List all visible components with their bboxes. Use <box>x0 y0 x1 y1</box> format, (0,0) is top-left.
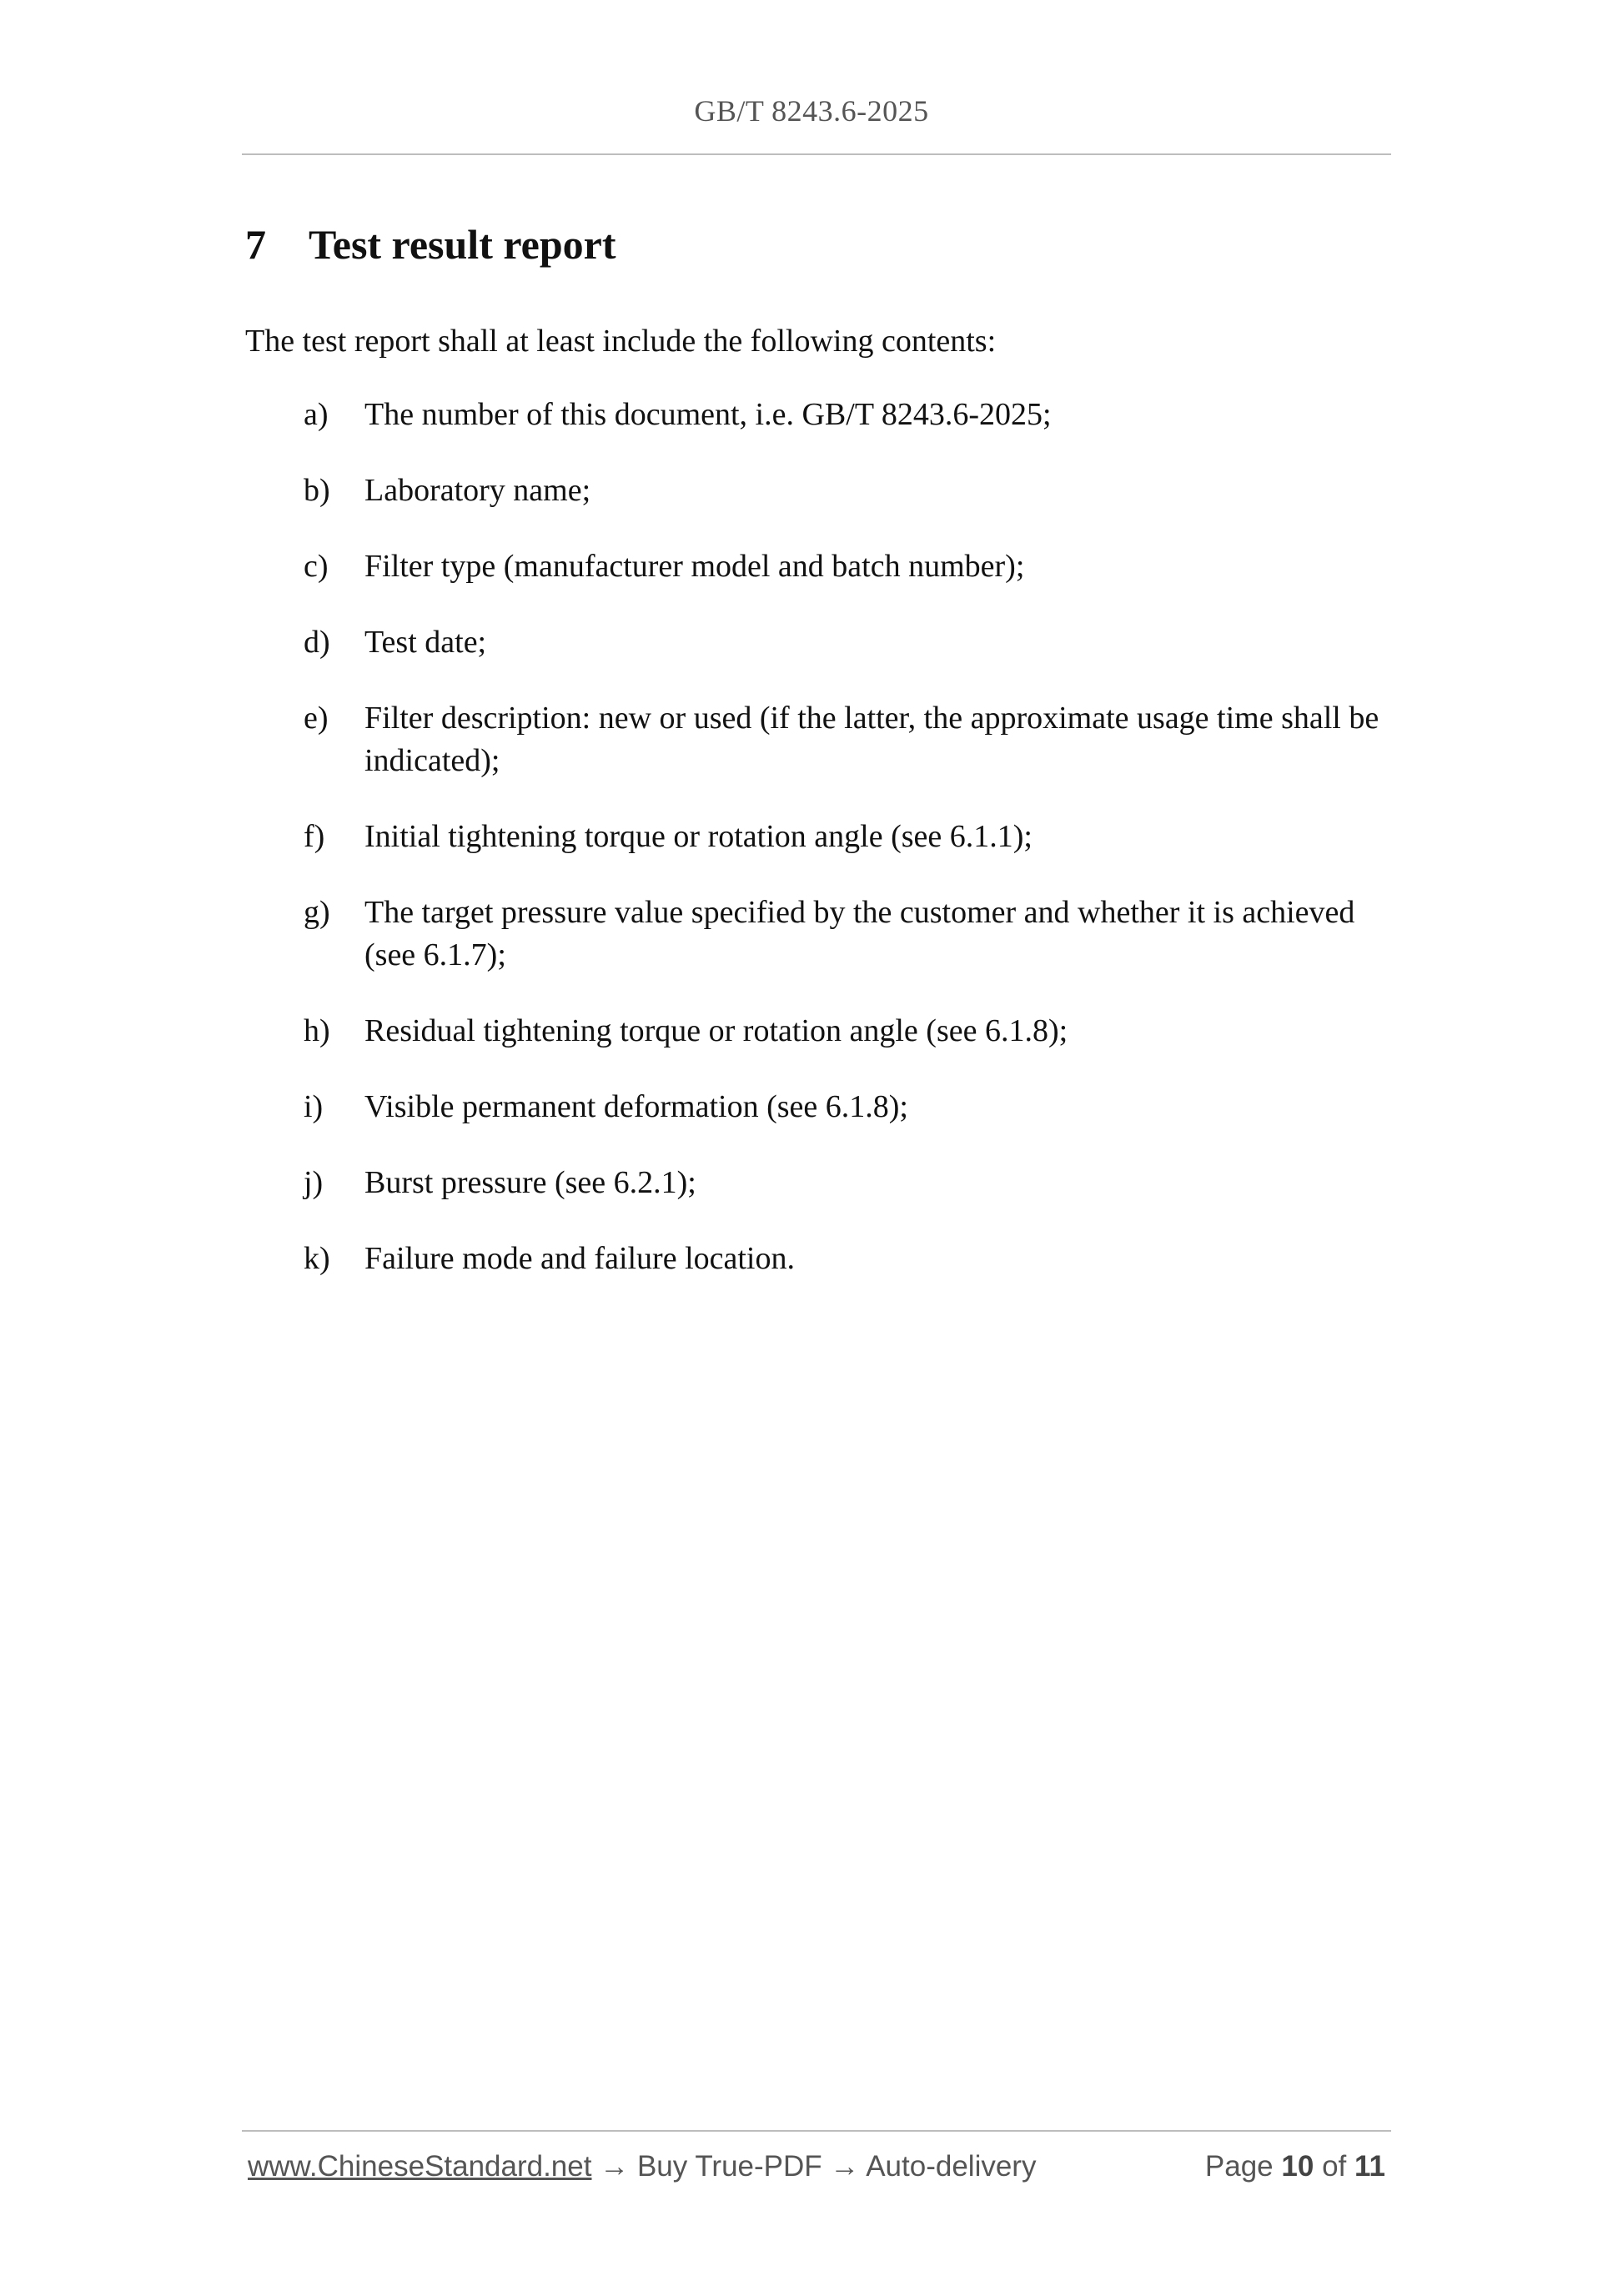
auto-delivery-text: Auto-delivery <box>866 2150 1037 2183</box>
list-item-text: The target pressure value specified by the customer and whether it is achieved (see 6.1.7); <box>364 895 1355 972</box>
list-item-text: Laboratory name; <box>364 473 591 508</box>
site-link[interactable]: www.ChineseStandard.net <box>248 2150 592 2183</box>
list-item-label: d) <box>304 625 330 660</box>
list-item-label: h) <box>304 1013 330 1048</box>
list-item <box>304 816 1396 858</box>
list-item-label: f) <box>304 819 325 854</box>
list-item <box>304 394 1396 436</box>
page-footer <box>248 2150 1385 2183</box>
list-item-text: Filter type (manufacturer model and batch number); <box>364 549 1025 584</box>
list-item-label: i) <box>304 1089 324 1124</box>
list-item <box>304 1086 1396 1128</box>
footer-divider <box>242 2130 1391 2132</box>
page-word: Page <box>1204 2150 1274 2183</box>
report-contents-list <box>304 394 1396 1314</box>
page-indicator <box>1205 2150 1385 2183</box>
list-item-text: Residual tightening torque or rotation angle (see 6.1.8); <box>364 1013 1068 1048</box>
list-item-label: k) <box>304 1241 330 1276</box>
list-item <box>304 697 1396 782</box>
buy-true-pdf-text: Buy True-PDF <box>636 2150 822 2183</box>
list-item <box>304 1162 1396 1204</box>
arrow-right-icon: → <box>830 2150 860 2183</box>
list-item <box>304 1238 1396 1280</box>
list-item-text: Visible permanent deformation (see 6.1.8); <box>364 1089 908 1124</box>
list-item-text: Failure mode and failure location. <box>364 1241 795 1276</box>
document-code-header: GB/T 8243.6-2025 <box>694 94 929 128</box>
list-item-label: a) <box>304 397 329 432</box>
list-item <box>304 470 1396 512</box>
section-title-text: Test result report <box>309 221 616 268</box>
of-word: of <box>1322 2150 1347 2183</box>
list-item-text: The number of this document, i.e. GB/T 8243.6-2025; <box>364 397 1052 432</box>
list-item-label: c) <box>304 549 329 584</box>
list-item-text: Initial tightening torque or rotation angle (see 6.1.1); <box>364 819 1033 854</box>
list-item-text: Filter description: new or used (if the latter, the approximate usage time shall be indicated); <box>364 701 1379 778</box>
section-heading <box>245 220 616 269</box>
list-item-label: b) <box>304 473 330 508</box>
list-item-text: Burst pressure (see 6.2.1); <box>364 1165 696 1200</box>
list-item-label: g) <box>304 895 330 930</box>
current-page-number: 10 <box>1281 2150 1314 2183</box>
list-item <box>304 1010 1396 1053</box>
header-divider <box>242 153 1391 155</box>
list-item-text: Test date; <box>364 625 487 660</box>
list-item <box>304 892 1396 977</box>
arrow-right-icon: → <box>600 2150 630 2183</box>
list-item <box>304 545 1396 588</box>
section-number: 7 <box>245 221 266 268</box>
list-item-label: e) <box>304 701 329 736</box>
total-page-count: 11 <box>1354 2150 1385 2183</box>
intro-paragraph: The test report shall at least include the following contents: <box>245 324 997 359</box>
footer-promo <box>248 2150 1036 2183</box>
list-item <box>304 621 1396 664</box>
list-item-label: j) <box>304 1165 324 1200</box>
